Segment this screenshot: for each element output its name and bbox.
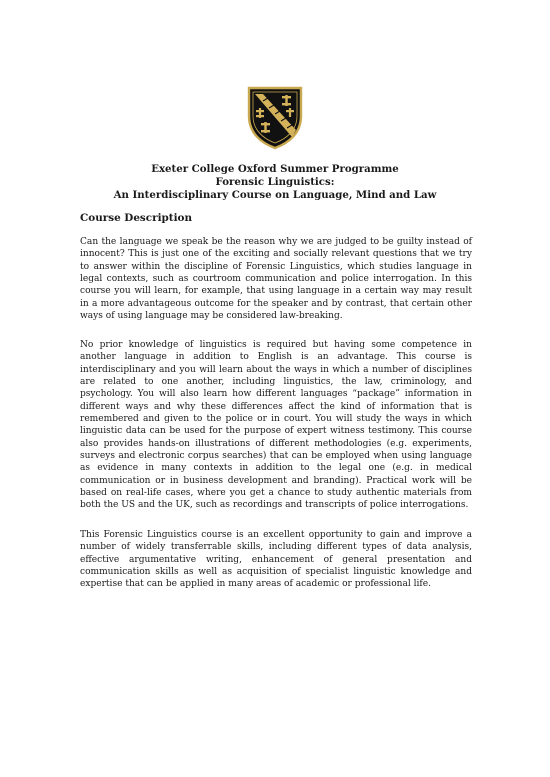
title-line-2: Forensic Linguistics:	[215, 176, 335, 188]
section-heading: Course Description	[80, 212, 193, 224]
title-line-1: Exeter College Oxford Summer Programme	[151, 163, 399, 175]
paragraph-3: This Forensic Linguistics course is an excellent opportunity to gain and improve a number of widely transferrable skills, including different types of data analysis, effective argumentative writing, enhancement of general presentation and communication skills as well as acquisition of specialist linguistic knowledge and expertise that can be applied in many areas of academic or professional life.	[80, 530, 472, 590]
document-title-block	[80, 163, 470, 202]
exeter-college-crest-icon	[246, 86, 304, 150]
title-line-3: An Interdisciplinary Course on Language, Mind and Law	[113, 189, 437, 201]
paragraph-1: Can the language we speak be the reason why we are judged to be guilty instead of innocent? This is just one of the exciting and socially relevant questions that we try to answer within the discipline of Forensic Linguistics, which studies language in legal contexts, such as courtroom communication and police interrogation. In this course you will learn, for example, that using language in a certain way may result in a more advantageous outcome for the speaker and by contrast, that certain other ways of using language may be considered law-breaking.	[80, 237, 472, 322]
paragraph-2: No prior knowledge of linguistics is required but having some competence in another language in addition to English is an advantage. This course is interdisciplinary and you will learn about the ways in which a number of disciplines are related to one another, including linguistics, the law, criminology, and psychology. You will also learn how different languages “package” information in different ways and why these differences affect the kind of information that is remembered and given to the police or in court. You will study the ways in which linguistic data can be used for the purpose of expert witness testimony. This course also provides hands-on illustrations of different methodologies (e.g. experiments, surveys and electronic corpus searches) that can be employed when using language as evidence in many contexts in addition to the legal one (e.g. in medical communication or in business development and branding). Practical work will be based on real-life cases, where you get a chance to study authentic materials from both the US and the UK, such as recordings and transcripts of police interrogations.	[80, 340, 472, 511]
